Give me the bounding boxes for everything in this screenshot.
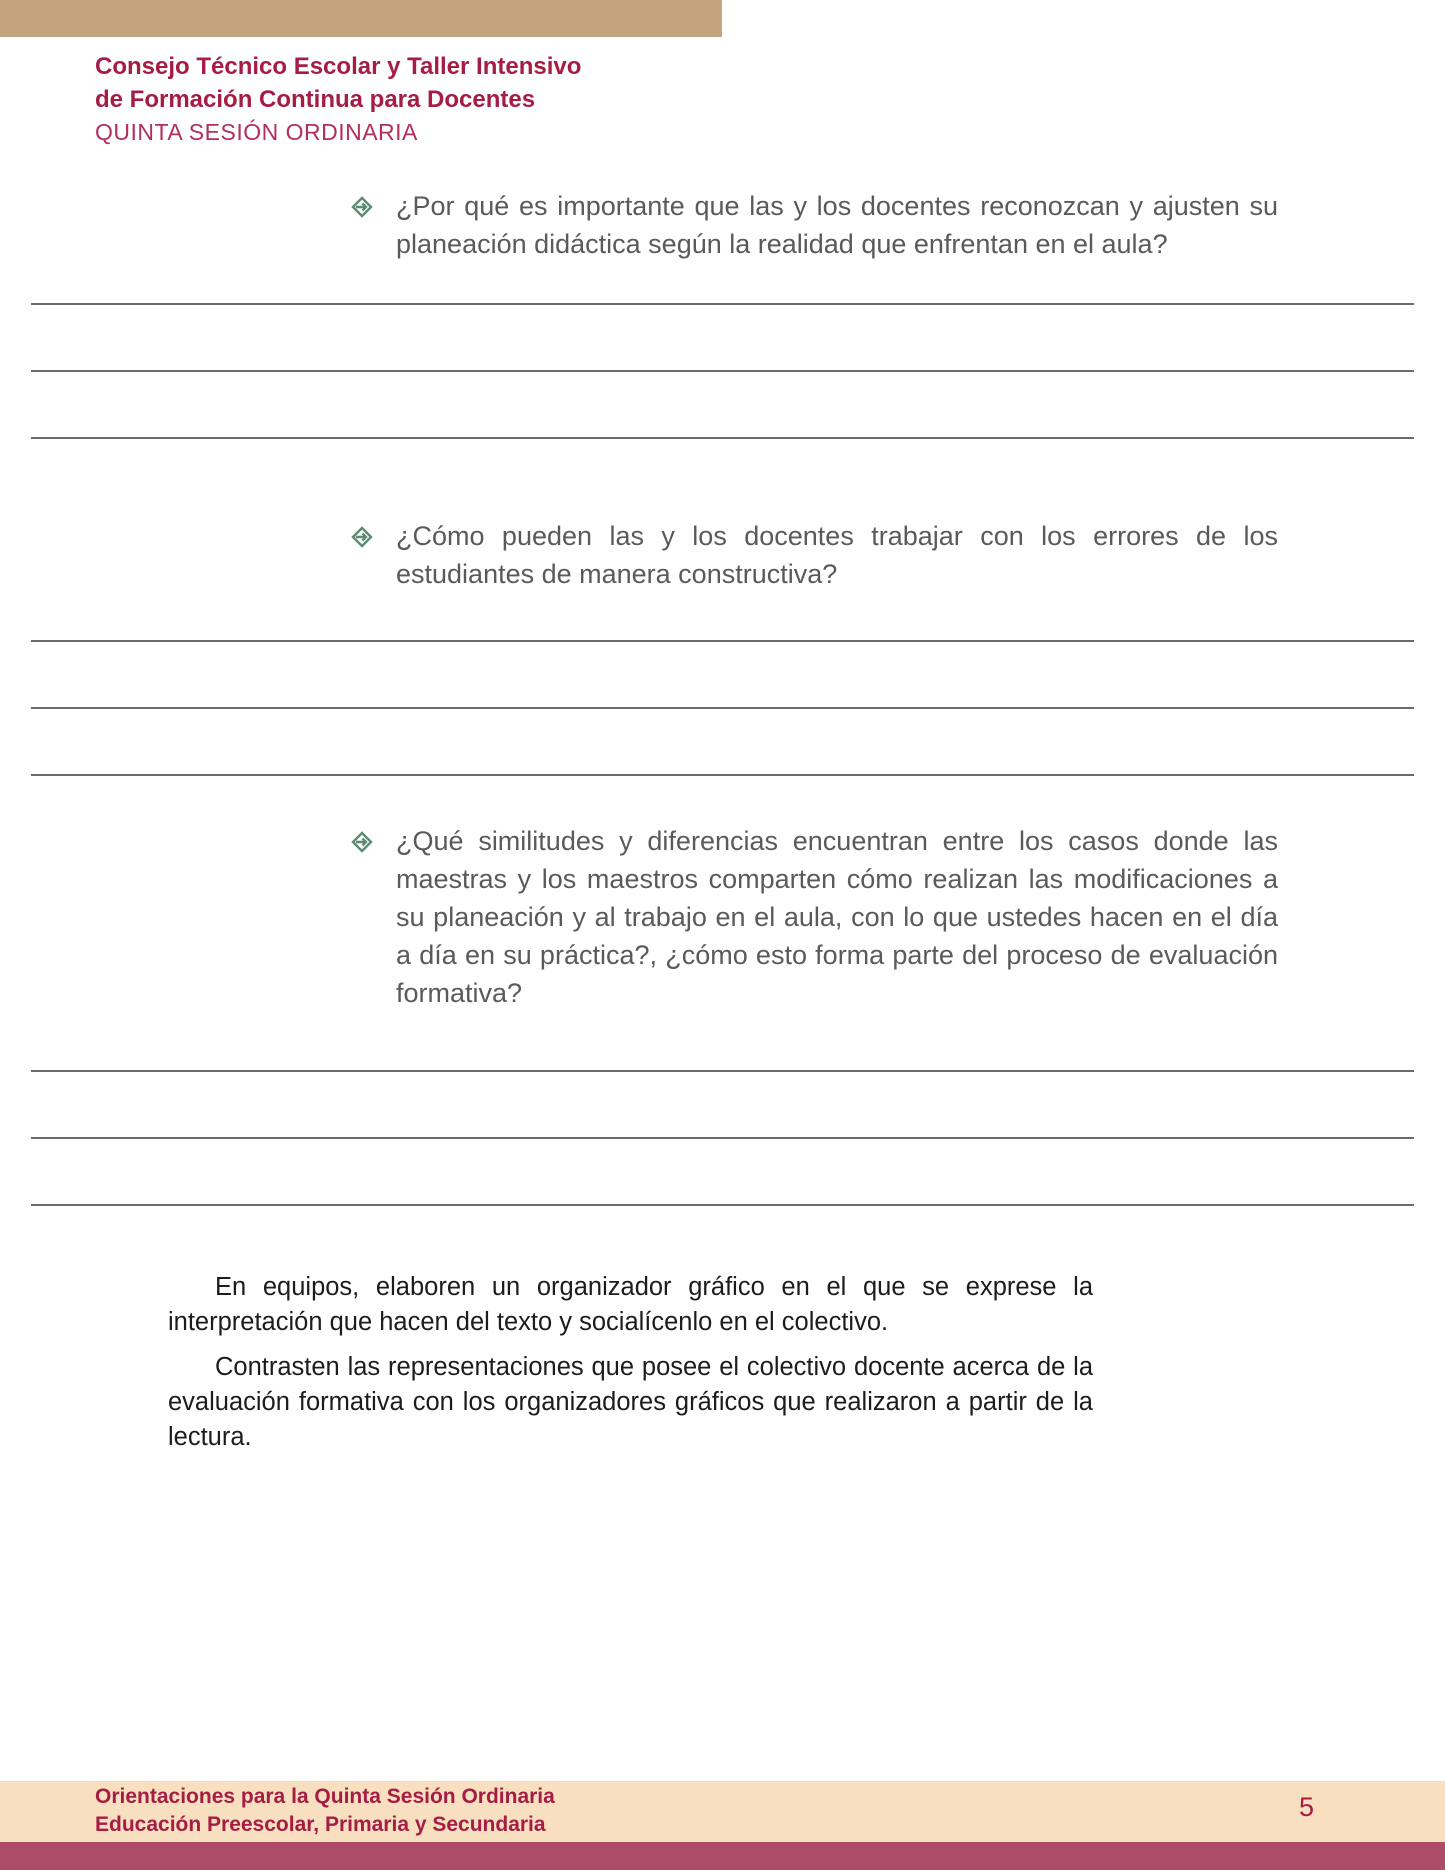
footer-line-1: Orientaciones para la Quinta Sesión Ordinaria bbox=[95, 1785, 555, 1808]
answer-line[interactable] bbox=[31, 437, 1414, 439]
top-decorative-bar bbox=[0, 0, 722, 37]
answer-line[interactable] bbox=[31, 1070, 1414, 1072]
answer-line[interactable] bbox=[31, 640, 1414, 642]
header-title-line-1: Consejo Técnico Escolar y Taller Intensivo bbox=[95, 53, 582, 80]
document-header bbox=[95, 50, 795, 149]
question-text: ¿Por qué es importante que las y los docentes reconozcan y ajusten su planeación didáctica según la realidad que enfrentan en el aula? bbox=[396, 191, 1278, 259]
diamond-arrow-bullet-icon bbox=[350, 822, 396, 1012]
answer-line[interactable] bbox=[31, 370, 1414, 372]
instruction-paragraph: En equipos, elaboren un organizador gráfico en el que se exprese la interpretación que hacen del texto y socialícenlo en el colectivo. bbox=[168, 1273, 1093, 1336]
header-session-label: QUINTA SESIÓN ORDINARIA bbox=[95, 119, 418, 145]
instructions-block bbox=[168, 1270, 1093, 1465]
diamond-arrow-bullet-icon bbox=[350, 187, 396, 263]
question-item bbox=[350, 822, 1278, 1012]
diamond-arrow-bullet-icon bbox=[350, 517, 396, 593]
page-number: 5 bbox=[1299, 1792, 1315, 1822]
footer-line-2: Educación Preescolar, Primaria y Secundaria bbox=[95, 1813, 546, 1836]
instruction-paragraph: Contrasten las representaciones que posee el colectivo docente acerca de la evaluación formativa con los organizadores gráficos que realizaron a partir de la lectura. bbox=[168, 1353, 1093, 1451]
answer-line[interactable] bbox=[31, 1137, 1414, 1139]
answer-line[interactable] bbox=[31, 774, 1414, 776]
answer-line[interactable] bbox=[31, 1204, 1414, 1206]
question-text: ¿Cómo pueden las y los docentes trabajar con los errores de los estudiantes de manera constructiva? bbox=[396, 521, 1278, 589]
question-item bbox=[350, 187, 1278, 263]
question-text: ¿Qué similitudes y diferencias encuentran entre los casos donde las maestras y los maestros comparten cómo realizan las modificaciones a su planeación y al trabajo en el aula, con lo que ustedes hacen en el día a día en su práctica?, ¿cómo esto forma parte del proceso de evaluación formativa? bbox=[396, 826, 1278, 1008]
question-item bbox=[350, 517, 1278, 593]
answer-line[interactable] bbox=[31, 707, 1414, 709]
header-title-line-2: de Formación Continua para Docentes bbox=[95, 86, 536, 113]
footer-text bbox=[95, 1783, 555, 1839]
answer-line[interactable] bbox=[31, 303, 1414, 305]
bottom-decorative-bar bbox=[0, 1842, 1445, 1870]
